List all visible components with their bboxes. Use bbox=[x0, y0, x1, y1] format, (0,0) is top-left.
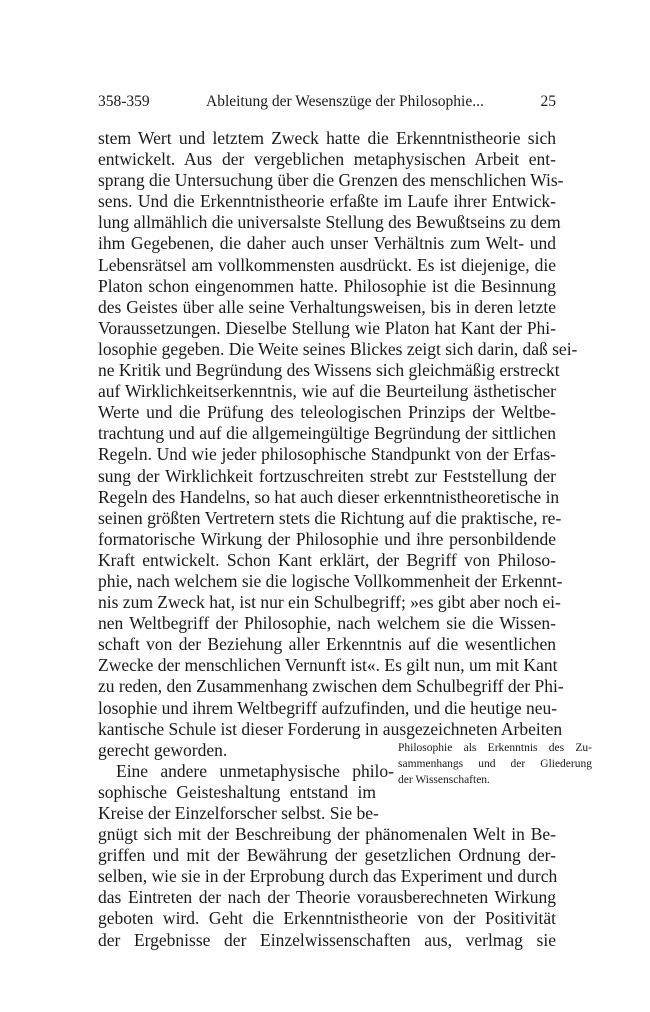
text-line: Regeln des Handelns, so hat auch dieser erkenntnistheoretische in bbox=[98, 486, 560, 507]
text-line: zu reden, den Zusammenhang zwischen dem Schulbegriff der Phi- bbox=[98, 676, 564, 697]
marginal-note-line: sammenhangs und der Gliederung bbox=[398, 758, 592, 770]
text-line: sophische Geisteshaltung entstand im bbox=[98, 781, 376, 802]
text-line: Eine andere unmetaphysische philo- bbox=[116, 760, 394, 781]
text-line: losophie und ihrem Weltbegriff aufzufinden, und die heutige neu- bbox=[98, 697, 558, 718]
text-line: schaft von der Beziehung aller Erkenntnis auf die wesentlichen bbox=[98, 634, 556, 655]
text-line: ihm Gegebenen, die daher auch unser Verhältnis zum Welt- und bbox=[98, 233, 556, 254]
text-line: seinen größten Vertretern stets die Richtung auf die praktische, re- bbox=[98, 507, 562, 528]
text-line: geboten wird. Geht die Erkenntnistheorie von der Positivität bbox=[98, 908, 556, 929]
text-line: trachtung und auf die allgemeingültige Begründung der sittlichen bbox=[98, 423, 556, 444]
text-line: Zwecke der menschlichen Vernunft ist«. Es gilt nun, um mit Kant bbox=[98, 655, 558, 676]
text-line: Werte und die Prüfung des teleologischen Prinzips der Weltbe- bbox=[98, 402, 556, 423]
text-line: Kraft entwickelt. Schon Kant erklärt, der Begriff von Philoso- bbox=[98, 549, 556, 570]
text-line: Kreise der Einzelforscher selbst. Sie be- bbox=[98, 803, 379, 823]
text-line: Regeln. Und wie jeder philosophische Standpunkt von der Erfas- bbox=[98, 444, 556, 465]
marginal-note-line: der Wissenschaften. bbox=[398, 774, 490, 786]
running-head bbox=[98, 90, 556, 114]
page-range: 358-359 bbox=[98, 93, 150, 110]
marginal-note-line: Philosophie als Erkenntnis des Zu- bbox=[398, 742, 592, 754]
text-line: nen Weltbegriff der Philosophie, nach welchem sie die Wissen- bbox=[98, 613, 556, 634]
chapter-title: Ableitung der Wesenszüge der Philosophie... bbox=[206, 93, 484, 110]
text-line: selben, wie sie in der Erprobung durch das Experiment und durch bbox=[98, 866, 558, 887]
text-line: ne Kritik und Begründung des Wissens sich gleichmäßig erstreckt bbox=[98, 360, 560, 381]
text-line: auf Wirklichkeitserkenntnis, wie auf die Beurteilung ästhetischer bbox=[98, 381, 556, 402]
marginal-note bbox=[398, 740, 592, 788]
text-line: lung allmählich die universalste Stellung des Bewußtseins zu dem bbox=[98, 212, 561, 233]
text-line: griffen und mit der Bewährung der gesetzlichen Ordnung der- bbox=[98, 845, 556, 866]
text-line: sens. Und die Erkenntnistheorie erfaßte im Laufe ihrer Entwick- bbox=[98, 191, 556, 212]
text-line: formatorische Wirkung der Philosophie und ihre personbildende bbox=[98, 528, 556, 549]
text-line: sprang die Untersuchung über die Grenzen des menschlichen Wis- bbox=[98, 170, 564, 191]
body-text bbox=[98, 128, 578, 951]
text-line: stem Wert und letztem Zweck hatte die Erkenntnistheorie sich bbox=[98, 128, 556, 148]
text-line: nis zum Zweck hat, ist nur ein Schulbegriff; »es gibt aber noch ei- bbox=[98, 592, 561, 613]
text-line: gnügt sich mit der Beschreibung der phänomenalen Welt in Be- bbox=[98, 824, 556, 845]
text-line: des Geistes über alle seine Verhaltungsweisen, bis in deren letzte bbox=[98, 296, 556, 317]
text-line: sung der Wirklichkeit fortzuschreiten strebt zur Feststellung der bbox=[98, 465, 556, 486]
text-line: Voraussetzungen. Dieselbe Stellung wie Platon hat Kant der Phi- bbox=[98, 317, 556, 338]
text-line: kantische Schule ist dieser Forderung in ausgezeichneten Arbeiten bbox=[98, 718, 563, 739]
text-line: phie, nach welchem sie die logische Vollkommenheit der Erkennt- bbox=[98, 570, 563, 591]
page-number: 25 bbox=[540, 93, 556, 110]
text-line: entwickelt. Aus der vergeblichen metaphysischen Arbeit ent- bbox=[98, 149, 556, 170]
text-line: Lebensrätsel am vollkommensten ausdrückt. Es ist diejenige, die bbox=[98, 254, 556, 275]
text-line: der Ergebnisse der Einzelwissenschaften aus, verlmag sie bbox=[98, 929, 556, 950]
text-line: losophie gegeben. Die Weite seines Blickes zeigt sich darin, daß sei- bbox=[98, 338, 578, 359]
text-line: gerecht geworden. bbox=[98, 739, 228, 760]
text-line: das Eintreten der nach der Theorie vorausberechneten Wirkung bbox=[98, 887, 556, 908]
text-line: Platon schon eingenommen hatte. Philosophie ist die Besinnung bbox=[98, 275, 556, 296]
